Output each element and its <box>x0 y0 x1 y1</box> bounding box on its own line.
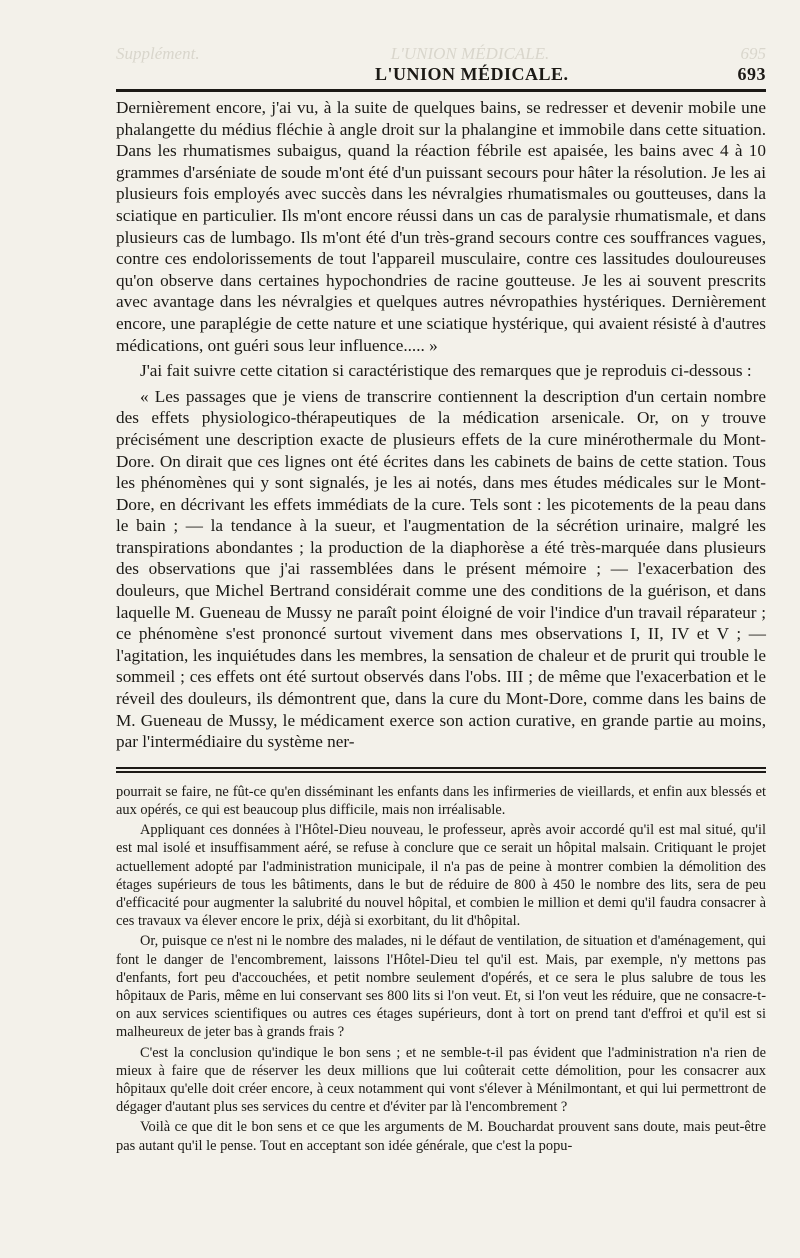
footnote-paragraph-1: pourrait se faire, ne fût-ce qu'en disséminant les enfants dans les infirmeries de vieillards, et enfin aux blessés et aux opérés, ce qui est beaucoup plus difficile, mais non irréalisable. <box>116 783 766 819</box>
ghost-left: Supplément. <box>116 44 200 63</box>
ghost-right: 695 <box>740 44 766 63</box>
main-paragraph-1: Dernièrement encore, j'ai vu, à la suite de quelques bains, se redresser et devenir mobile une phalangette du médius fléchie à angle droit sur la phalangine et immobile dans cette situation. Dans les rhumatismes subaigus, quand la réaction fébrile est apaisée, les bains avec 4 à 10 grammes d'arséniate de soude m'ont été d'un puissant secours pour hâter la résolution. Je les ai plusieurs fois employés avec succès dans les névralgies rhumatismales ou goutteuses, dans la sciatique en particulier. Ils m'ont encore réussi dans un cas de paralysie rhumatismale, et dans plusieurs cas de lumbago. Ils m'ont été d'un très-grand secours contre ces souffrances vagues, contre ces endolorissements de tout l'appareil musculaire, contre ces lassitudes douloureuses qu'on observe dans certaines hypochondries de racine goutteuse. Je les ai souvent prescrits avec avantage dans les névralgies et quelques autres névropathies hystériques. Dernièrement encore, une paraplégie de cette nature et une sciatique hystérique, qui avaient résisté à d'autres médications, ont guéri sous leur influence..... » <box>116 98 766 355</box>
running-header <box>116 56 766 89</box>
main-text <box>116 97 766 753</box>
ghost-center: L'UNION MÉDICALE. <box>390 44 550 63</box>
main-paragraph-3: « Les passages que je viens de transcrire contiennent la description d'un certain nombre des effets physiologico-thérapeutiques de la médication arsenicale. Or, on y trouve précisément une description exacte de plusieurs effets de la cure minérothermale du Mont-Dore. On dirait que ces lignes ont été écrites dans les cabinets de bains de cette station. Tous les phénomènes qui y sont signalés, je les ai notés, dans mes études médicales sur le Mont-Dore, en décrivant les effets immédiats de la cure. Tels sont : les picotements de la peau dans le bain ; — la tendance à la sueur, et l'augmentation de la sécrétion urinaire, malgré les transpirations abondantes ; la production de la diaphorèse a été très-marquée dans plusieurs des observations que j'ai rassemblées dans le présent mémoire ; — l'exacerbation des douleurs, que Michel Bertrand considérait comme une des conditions de la guérison, et dans laquelle M. Gueneau de Mussy ne paraît point éloigné de voir l'indice d'un travail réparateur ; ce phénomène s'est prononcé surtout vivement dans mes observations I, II, IV et V ; — l'agitation, les inquiétudes dans les membres, la sensation de chaleur et de prurit qui trouble le sommeil ; ces effets ont été surtout observés dans l'obs. III ; de même que l'exacerbation et le réveil des douleurs, ils démontrent que, dans la cure du Mont-Dore, comme dans les bains de M. Gueneau de Mussy, le médicament exerce son action curative, en grande partie au moins, par l'intermédiaire du système ner- <box>116 386 766 752</box>
header-rule <box>116 89 766 92</box>
footnote-paragraph-3: Or, puisque ce n'est ni le nombre des malades, ni le défaut de ventilation, de situation et d'aménagement, qui font le danger de l'encombrement, laissons l'Hôtel-Dieu tel qu'il est. Mais, par exemple, n'y mettons pas d'enfants, fort peu d'accouchées, et petit nombre seulement d'opérés, et ce sera le plus salubre de tous les hôpitaux de Paris, même en lui conservant ses 800 lits si l'on veut. Et, si l'on veut les réduire, que ne consacre-t-on aux services scientifiques ou autres ces étages supérieurs, dont à tort on prend tant d'effroi et qu'il est si malheureux de jeter bas à grands frais ? <box>116 933 766 1041</box>
footnote-paragraph-5: Voilà ce que dit le bon sens et ce que les arguments de M. Bouchardat prouvent sans doute, mais peut-être pas autant qu'il le pense. Tout en acceptant son idée générale, que c'est la popu- <box>116 1119 766 1154</box>
footnote-paragraph-2: Appliquant ces données à l'Hôtel-Dieu nouveau, le professeur, après avoir accordé qu'il est mal situé, qu'il est mal isolé et insuffisamment aéré, se refuse à conclure que ce serait un hôpital malsain. Critiquant le projet actuellement adopté par l'administration municipale, il n'a pas de peine à montrer combien la démolition des étages supérieurs de tous les bâtiments, dans le but de réduire de 800 à 450 le nombre des lits, sera de peu d'efficacité pour augmenter la salubrité du nouvel hôpital, et combien le million et demi qu'il faudra consacrer à ces travaux va élever encore le prix, déjà si exorbitant, du lit d'hôpital. <box>116 822 766 930</box>
journal-title: L'UNION MÉDICALE. <box>374 64 569 84</box>
footnote-paragraph-4: C'est la conclusion qu'indique le bon sens ; et ne semble-t-il pas évident que l'administration n'a rien de mieux à faire que de réserver les deux millions que lui coûterait cette démolition, pour les consacrer aux hôpitaux qu'elle doit créer encore, à ceux notamment qui vont s'élever à Ménilmontant, et qui lui permettront de dégager d'autant plus ses services du centre et d'éviter par là l'encombrement ? <box>116 1044 766 1116</box>
main-paragraph-2: J'ai fait suivre cette citation si caractéristique des remarques que je reproduis ci-dessous : <box>140 361 752 381</box>
page-number: 693 <box>737 64 766 84</box>
feuilleton-text <box>116 783 766 1155</box>
footnote-divider <box>116 767 766 773</box>
